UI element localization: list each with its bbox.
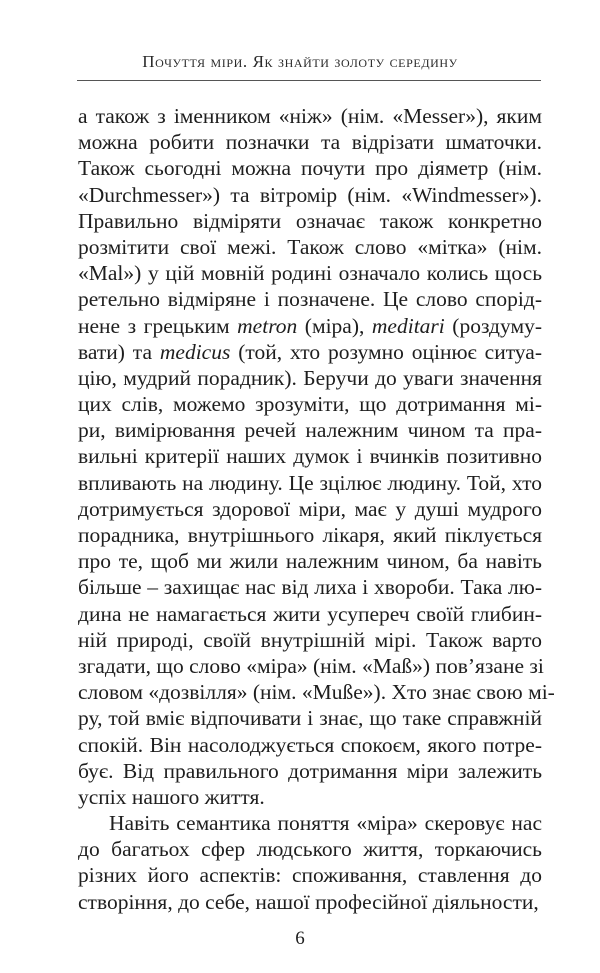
text-line xyxy=(78,103,542,129)
text-segment: (той, хто розумно оцінює ситуа- xyxy=(230,339,542,364)
text-line xyxy=(78,496,542,522)
text-line xyxy=(78,889,542,915)
text-segment: Навіть семантика поняття «міра» скеровує нас xyxy=(109,811,542,836)
text-line xyxy=(78,548,542,574)
text-segment: згадати, що слово «міра» (нім. «Maß») пов’язане зі xyxy=(78,653,544,678)
text-line xyxy=(78,234,542,260)
text-line xyxy=(78,155,542,181)
text-line xyxy=(78,627,542,653)
text-segment: «Durchmesser») та вітромір (нім. «Windmesser»). xyxy=(78,182,542,207)
text-segment: ру, той вміє відпочивати і знає, що таке справжній xyxy=(78,706,542,731)
text-segment: (роздуму- xyxy=(444,313,542,338)
text-segment: ній природі, своїй внутрішній мірі. Також варто xyxy=(78,627,542,652)
text-segment: порадника, внутрішнього лікаря, який піклується xyxy=(78,523,542,547)
text-line xyxy=(78,339,542,365)
body-text xyxy=(78,103,555,915)
text-line xyxy=(78,182,542,208)
text-segment: вати) та xyxy=(78,339,160,364)
text-line xyxy=(78,732,542,758)
text-segment: ри, вимірювання речей належним чином та пра- xyxy=(78,418,542,443)
text-segment: словом «дозвілля» (нім. «Muße»). Хто знає свою мі- xyxy=(78,680,555,705)
text-segment: успіх нашого життя. xyxy=(78,784,265,809)
text-line xyxy=(78,286,542,312)
italic-term: metron xyxy=(237,313,298,338)
text-line xyxy=(78,784,542,810)
text-segment: вильні критерії наших думок і вчинків позитивно xyxy=(78,444,542,469)
text-line xyxy=(78,391,542,417)
text-segment: бує. Від правильного дотримання міри залежить xyxy=(78,758,542,783)
text-line xyxy=(78,705,542,731)
text-segment: нене з грецьким xyxy=(78,313,238,338)
text-line xyxy=(78,208,542,234)
text-line xyxy=(78,810,542,836)
text-segment: впливають на людину. Це зцілює людину. Той, хто xyxy=(78,470,542,495)
italic-term: meditari xyxy=(371,313,445,338)
text-segment: спокій. Він насолоджується спокоєм, якого потре- xyxy=(78,732,542,757)
text-segment: створіння, до себе, нашої професійної діяльности, xyxy=(78,889,539,914)
text-segment: Правильно відміряти означає також конкретно xyxy=(78,208,542,233)
text-line xyxy=(78,260,542,286)
text-segment: розмітити свої межі. Також слово «мітка» (нім. xyxy=(78,234,542,259)
text-segment: цію, мудрий порадник). Беручи до уваги значення xyxy=(78,365,542,390)
text-line xyxy=(78,574,542,600)
text-line xyxy=(78,443,542,469)
paragraph xyxy=(78,810,542,915)
text-segment: дина не намагається жити усупереч своїй глибин- xyxy=(78,601,542,626)
text-line xyxy=(78,836,542,862)
header-rule xyxy=(77,80,541,81)
text-segment: про те, щоб ми жили належним чином, ба навіть xyxy=(78,549,542,574)
text-segment: більше – захищає нас від лиха і хвороби. Така лю- xyxy=(78,575,542,600)
text-line xyxy=(78,365,542,391)
text-segment: ретельно відміряне і позначене. Це слово спорід- xyxy=(78,287,542,312)
text-line xyxy=(78,862,542,888)
text-line xyxy=(78,313,542,339)
text-line xyxy=(78,758,542,784)
text-line xyxy=(78,470,542,496)
text-line xyxy=(78,129,542,155)
text-line xyxy=(78,653,542,679)
text-segment: Також сьогодні можна почути про діяметр (нім. xyxy=(78,156,542,181)
text-line xyxy=(78,417,542,443)
text-segment: дотримується здорової міри, має у душі мудрого xyxy=(78,496,542,521)
text-segment: до багатьох сфер людського життя, торкаючись xyxy=(78,837,542,862)
running-head: Почуття міри. Як знайти золоту середину xyxy=(142,52,458,71)
text-segment: різних його аспектів: споживання, ставлення до xyxy=(78,863,542,888)
paragraph xyxy=(78,103,555,810)
text-line xyxy=(78,679,555,705)
text-line xyxy=(78,601,542,627)
text-segment: цих слів, можемо зрозуміти, що дотримання мі- xyxy=(78,392,542,417)
text-segment: можна робити позначки та відрізати шматочки. xyxy=(78,130,542,155)
text-segment: а також з іменником «ніж» (нім. «Messer»), яким xyxy=(78,104,542,128)
page-number: 6 xyxy=(295,928,305,949)
text-segment: «Mal») у цій мовній родині означало колись щось xyxy=(78,261,542,286)
text-segment: (міра), xyxy=(297,313,372,338)
italic-term: medicus xyxy=(159,339,231,364)
text-line xyxy=(78,522,542,548)
